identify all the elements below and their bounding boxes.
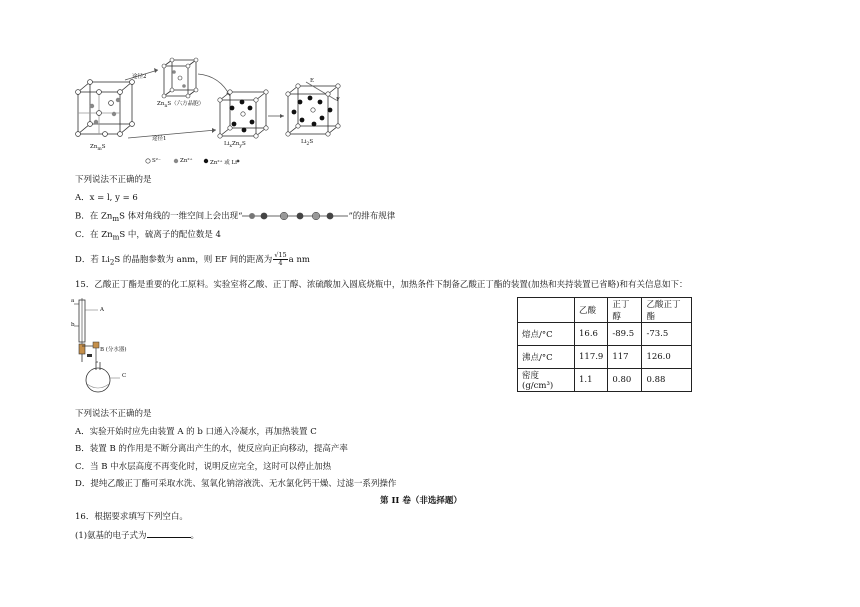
route2-label: 途径2: [132, 74, 147, 80]
apparatus-label-c: C: [122, 373, 127, 379]
table-cell: 熔点/°C: [518, 323, 575, 346]
cube-zinc-blende: [78, 82, 132, 134]
table-cell: 16.6: [575, 323, 608, 346]
q16-part1: (1)氨基的电子式为 。: [75, 531, 200, 541]
properties-table: [517, 297, 692, 392]
table-header-row: [518, 298, 692, 323]
table-cell: 126.0: [642, 346, 692, 369]
table-header-cell: 正丁醇: [608, 298, 642, 323]
table-row: [518, 346, 692, 369]
fraction-sqrt15-over-4: $\frac{√15}{4}$: [274, 251, 287, 267]
q15-option-a: A．实验开始时应先由装置 A 的 b 口通入冷凝水，再加热装置 C: [75, 427, 317, 437]
table-header-cell: 乙酸: [575, 298, 608, 323]
legend-s: S²⁻: [152, 158, 161, 164]
q15-sub-stem: 下列说法不正确的是: [75, 409, 152, 419]
crystal-d-label: $Li_2S$: [301, 139, 314, 148]
answer-blank[interactable]: [147, 529, 191, 538]
table-header-cell: [518, 298, 575, 323]
q14-option-c: C．在 $Zn_mS$ 中，硫离子的配位数是 4: [75, 230, 221, 242]
route1-label: 途径1: [152, 136, 167, 142]
crystal-a-label: $Zn_mS$: [90, 144, 106, 153]
crystal-b-label: $Zn_nS$（六方晶胞）: [157, 101, 205, 110]
table-cell: -73.5: [642, 323, 692, 346]
table-cell: 0.88: [642, 369, 692, 392]
table-row: [518, 369, 692, 392]
q15-option-b: B．装置 B 的作用是不断分离出产生的水，使反应向正向移动，提高产率: [75, 444, 348, 454]
q14-option-b: B．在 $Zn_mS$ 体对角线的一维空间上会出现“ ”的排布规律: [75, 211, 396, 224]
apparatus-label-lower-a: a: [71, 298, 75, 304]
section-title: 第 II 卷（非选择题）: [380, 496, 462, 506]
atom-arrangement-icon: [242, 211, 348, 221]
table-cell: -89.5: [608, 323, 642, 346]
crystal-structure-figure: [70, 52, 360, 174]
table-cell: 1.1: [575, 369, 608, 392]
legend-mix: Zn²⁺ 或 Li⁺: [210, 160, 240, 166]
label-e: E: [310, 78, 315, 84]
table-cell: 密度(g/cm³): [518, 369, 575, 392]
table-cell: 117: [608, 346, 642, 369]
label-f: F: [336, 97, 340, 103]
crystal-c-label: $Li_xZn_yS$: [224, 141, 246, 150]
q14-stem: 下列说法不正确的是: [75, 175, 152, 185]
table-cell: 0.80: [608, 369, 642, 392]
table-cell: 沸点/°C: [518, 346, 575, 369]
table-row: [518, 323, 692, 346]
table-header-cell: 乙酸正丁酯: [642, 298, 692, 323]
q15-option-c: C．当 B 中水层高度不再变化时，说明反应完全，这时可以停止加热: [75, 462, 332, 472]
legend-zn: Zn²⁺: [180, 158, 193, 164]
q14-option-d: D．若 $Li_2S$ 的晶胞参数为 anm，则 EF 间的距离为 $\frac{√15}{4}$ a nm: [75, 251, 310, 267]
apparatus-label-lower-b: b: [71, 322, 75, 328]
apparatus-label-b: B (分水器): [100, 347, 127, 353]
q16-stem: 16．根据要求填写下列空白。: [75, 512, 188, 522]
table-cell: 117.9: [575, 346, 608, 369]
q15-option-d: D．提纯乙酸正丁酯可采取水洗、氢氧化钠溶液洗、无水氯化钙干燥、过滤一系列操作: [75, 479, 397, 489]
q14-option-a: A．x = l, y = 6: [75, 193, 138, 203]
q15-stem: 15．乙酸正丁酯是重要的化工原料。实验室将乙酸、正丁醇、浓硫酸加入圆底烧瓶中，加热条件下制备乙酸正丁酯的装置(加热和夹持装置已省略)和有关信息如下：: [75, 280, 688, 290]
apparatus-label-a: A: [100, 307, 104, 313]
